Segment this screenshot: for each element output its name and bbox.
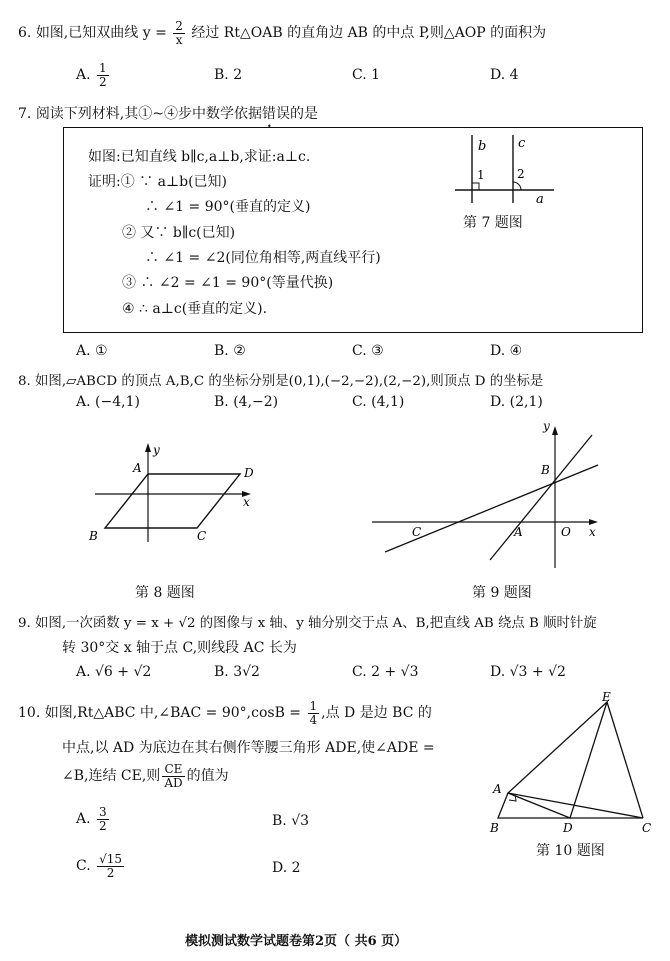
label-angle-1: 1: [477, 168, 485, 182]
q7-figure: [450, 130, 560, 210]
q10-caption: 第 10 题图: [536, 843, 605, 859]
q9-option-d: D. √3 + √2: [490, 664, 566, 680]
y-arrow: [145, 443, 151, 452]
label-d: D: [244, 466, 254, 480]
label-x: x: [243, 495, 250, 509]
q7-caption: 第 7 题图: [463, 215, 523, 231]
q7-line-1: 如图:已知直线 b∥c,a⊥b,求证:a⊥c.: [88, 149, 311, 165]
q10-option-d: D. 2: [272, 860, 301, 876]
q9-figure: [370, 420, 602, 570]
q7-option-b: B. ②: [214, 343, 246, 359]
q6-text-a: 如图,已知双曲线 y =: [35, 25, 167, 42]
label-b: B: [89, 529, 98, 543]
line-ab: [490, 435, 592, 560]
q10-figure: [485, 690, 660, 835]
segment-ce: [607, 702, 643, 818]
q7-line-2: 证明:① ∵ a⊥b(已知): [88, 174, 228, 190]
label-angle-2: 2: [517, 167, 525, 181]
triangle-abc: [498, 793, 643, 818]
label-x: x: [589, 525, 596, 539]
q7-option-a: A. ①: [76, 343, 108, 359]
q7-line-4: ② 又∵ b∥c(已知): [122, 225, 236, 241]
q6-fraction: $\frac{2}{x}$: [175, 19, 183, 47]
q7-option-c: C. ③: [352, 343, 384, 359]
q10-stem-line2: 中点,以 AD 为底边在其右侧作等腰三角形 ADE,使∠ADE =: [62, 740, 435, 756]
q10-option-a: A. $\frac{3}{2}$: [76, 805, 107, 833]
q9-option-a: A. √6 + √2: [76, 664, 152, 680]
label-a: A: [133, 461, 142, 475]
q6-stem: [18, 20, 546, 46]
q10-option-b: B. √3: [272, 813, 310, 829]
label-c: C: [642, 821, 652, 835]
q10-stem-line3: ∠B,连结 CE,则 $\frac{CE}{AD}$ 的值为: [62, 762, 229, 790]
q7-stem: 7. 阅读下列材料,其①~④步中数学依据错误的是: [18, 106, 318, 122]
label-b: b: [478, 139, 487, 154]
parallelogram-abcd: [105, 474, 240, 528]
q7-line-7: ④ ∴ a⊥c(垂直的定义).: [122, 301, 268, 317]
q8-stem: 8. 如图,▱ABCD 的顶点 A,B,C 的坐标分别是(0,1),(−2,−2),(2,−2),则顶点 D 的坐标是: [18, 374, 544, 389]
q6-option-c: C. 1: [352, 67, 381, 83]
q9-stem-line1: 9. 如图,一次函数 y = x + √2 的图像与 x 轴、y 轴分别交于点 A、B,把直线 AB 绕点 B 顺时针旋: [18, 616, 597, 631]
q8-option-c: C. (4,1): [352, 394, 405, 410]
q6-option-b: B. 2: [214, 67, 243, 83]
q7-emphasis: 错误: [262, 106, 290, 122]
label-y: y: [153, 443, 160, 457]
q10-stem-line1: 10. 如图,Rt△ABC 中,∠BAC = 90°,cosB = $\frac{1}{4}$ ,点 D 是边 BC 的: [18, 699, 432, 727]
q6-text-b: 经过 Rt△OAB 的直角边 AB 的中点 P,则△AOP 的面积为: [191, 25, 547, 42]
label-c: C: [412, 525, 422, 539]
triangle-ade: [508, 702, 607, 818]
q8-option-b: B. (4,−2): [214, 394, 279, 410]
label-o: O: [561, 525, 571, 539]
q8-option-d: D. (2,1): [490, 394, 543, 410]
label-d: D: [563, 821, 573, 835]
q9-caption: 第 9 题图: [472, 585, 532, 601]
q8-option-a: A. (−4,1): [76, 394, 140, 410]
q9-stem-line2: 转 30°交 x 轴于点 C,则线段 AC 长为: [62, 640, 297, 656]
angle-2-arc: [513, 182, 521, 190]
page-footer: 模拟测试数学试题卷第2页（ 共6 页）: [185, 934, 408, 949]
label-c: c: [518, 136, 526, 151]
q7-line-6: ③ ∴ ∠2 = ∠1 = 90°(等量代换): [122, 275, 334, 291]
label-a: A: [514, 525, 523, 539]
label-b: B: [490, 821, 499, 835]
label-b: B: [541, 463, 550, 477]
q7-line-3: ∴ ∠1 = 90°(垂直的定义): [145, 199, 311, 215]
label-a: a: [536, 192, 544, 207]
label-y: y: [543, 419, 550, 433]
q9-option-b: B. 3√2: [214, 664, 260, 680]
y-arrow: [552, 426, 558, 435]
q10-option-c: C. $\frac{√15}{2}$: [76, 852, 123, 880]
q9-option-c: C. 2 + √3: [352, 664, 419, 680]
q7-option-d: D. ④: [490, 343, 523, 359]
q6-option-a: A. $\frac{1}{2}$: [76, 61, 107, 89]
label-e: E: [602, 690, 611, 704]
label-a: A: [493, 782, 502, 796]
label-c: C: [197, 529, 207, 543]
q6-number: 6.: [18, 25, 32, 42]
q8-figure: [85, 440, 260, 550]
q8-caption: 第 8 题图: [135, 585, 195, 601]
right-angle-mark: [472, 183, 479, 190]
q6-option-d: D. 4: [490, 67, 519, 83]
q7-line-5: ∴ ∠1 = ∠2(同位角相等,两直线平行): [145, 250, 381, 266]
